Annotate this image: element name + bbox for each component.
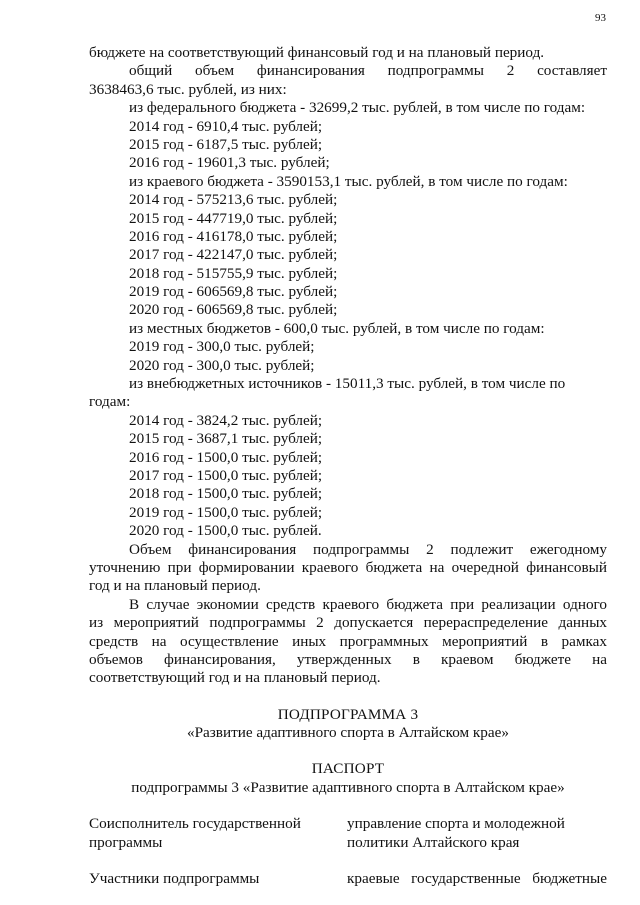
text-line: 2018 год - 1500,0 тыс. рублей; <box>129 485 323 503</box>
text-line: 2014 год - 3824,2 тыс. рублей; <box>129 411 323 429</box>
text-line: годам: <box>89 393 131 411</box>
passport-row-label <box>89 870 329 888</box>
text-line: общий объем финансирования подпрограммы 2 составляет <box>129 62 607 80</box>
text-line: 2019 год - 606569,8 тыс. рублей; <box>129 283 338 301</box>
text-line: из внебюджетных источников - 15011,3 тыс. рублей, в том числе по <box>129 375 566 393</box>
passport-value-line: краевые государственные бюджетные <box>347 870 607 888</box>
text-line: 2016 год - 1500,0 тыс. рублей; <box>129 448 323 466</box>
text-line: 2019 год - 1500,0 тыс. рублей; <box>129 503 323 521</box>
subprogram-name: «Развитие адаптивного спорта в Алтайском крае» <box>187 724 509 742</box>
text-line: 2016 год - 19601,3 тыс. рублей; <box>129 154 330 172</box>
passport-value-line: политики Алтайского края <box>347 833 520 851</box>
passport-row-value <box>347 870 607 888</box>
text-line: 2020 год - 300,0 тыс. рублей; <box>129 356 315 374</box>
text-line: уточнению при формировании краевого бюджета на очередной финансовый <box>89 558 607 576</box>
text-line: 2016 год - 416178,0 тыс. рублей; <box>129 227 338 245</box>
text-line: 3638463,6 тыс. рублей, из них: <box>89 80 287 98</box>
document-body <box>89 44 607 888</box>
text-line: из мероприятий подпрограммы 2 допускается перераспределение данных <box>89 614 607 632</box>
text-line: из краевого бюджета - 3590153,1 тыс. рублей, в том числе по годам: <box>129 172 568 190</box>
text-line: 2015 год - 6187,5 тыс. рублей; <box>129 135 323 153</box>
text-line: Объем финансирования подпрограммы 2 подлежит ежегодному <box>129 540 607 558</box>
text-line: бюджете на соответствующий финансовый год и на плановый период. <box>89 44 545 61</box>
text-line: 2015 год - 3687,1 тыс. рублей; <box>129 430 323 448</box>
passport-row-value <box>347 815 607 852</box>
passport-value-line: управление спорта и молодежной <box>347 815 565 833</box>
text-line: 2018 год - 515755,9 тыс. рублей; <box>129 264 338 282</box>
text-line: 2014 год - 575213,6 тыс. рублей; <box>129 191 338 209</box>
passport-row-coexecutor <box>89 815 607 852</box>
page-number: 93 <box>595 12 606 24</box>
passport-row-participants <box>89 870 607 888</box>
text-line: 2019 год - 300,0 тыс. рублей; <box>129 338 315 356</box>
text-line: из федерального бюджета - 32699,2 тыс. рублей, в том числе по годам: <box>129 99 586 117</box>
passport-label-line: программы <box>89 833 163 851</box>
text-line: год и на плановый период. <box>89 577 261 595</box>
text-line: 2014 год - 6910,4 тыс. рублей; <box>129 117 323 135</box>
text-line: 2017 год - 422147,0 тыс. рублей; <box>129 246 338 264</box>
passport-row-label <box>89 815 329 852</box>
text-line: 2015 год - 447719,0 тыс. рублей; <box>129 209 338 227</box>
text-line: объемов финансирования, утвержденных в краевом бюджете на <box>89 650 607 668</box>
subprogram-title: ПОДПРОГРАММА 3 <box>277 705 419 723</box>
text-line: В случае экономии средств краевого бюджета при реализации одного <box>129 595 607 613</box>
text-line: 2017 год - 1500,0 тыс. рублей; <box>129 466 323 484</box>
text-line: 2020 год - 606569,8 тыс. рублей; <box>129 301 338 319</box>
text-line: 2020 год - 1500,0 тыс. рублей. <box>129 522 322 540</box>
passport-subtitle: подпрограммы 3 «Развитие адаптивного спорта в Алтайском крае» <box>131 778 565 796</box>
text-line: из местных бюджетов - 600,0 тыс. рублей, в том числе по годам: <box>129 319 545 337</box>
passport-title: ПАСПОРТ <box>311 760 385 778</box>
text-line: средств на осуществление иных программных мероприятий в рамках <box>89 632 607 650</box>
text-line: соответствующий год и на плановый период. <box>89 669 381 687</box>
passport-label-line: Соисполнитель государственной <box>89 815 301 833</box>
passport-label-line: Участники подпрограммы <box>89 870 260 888</box>
